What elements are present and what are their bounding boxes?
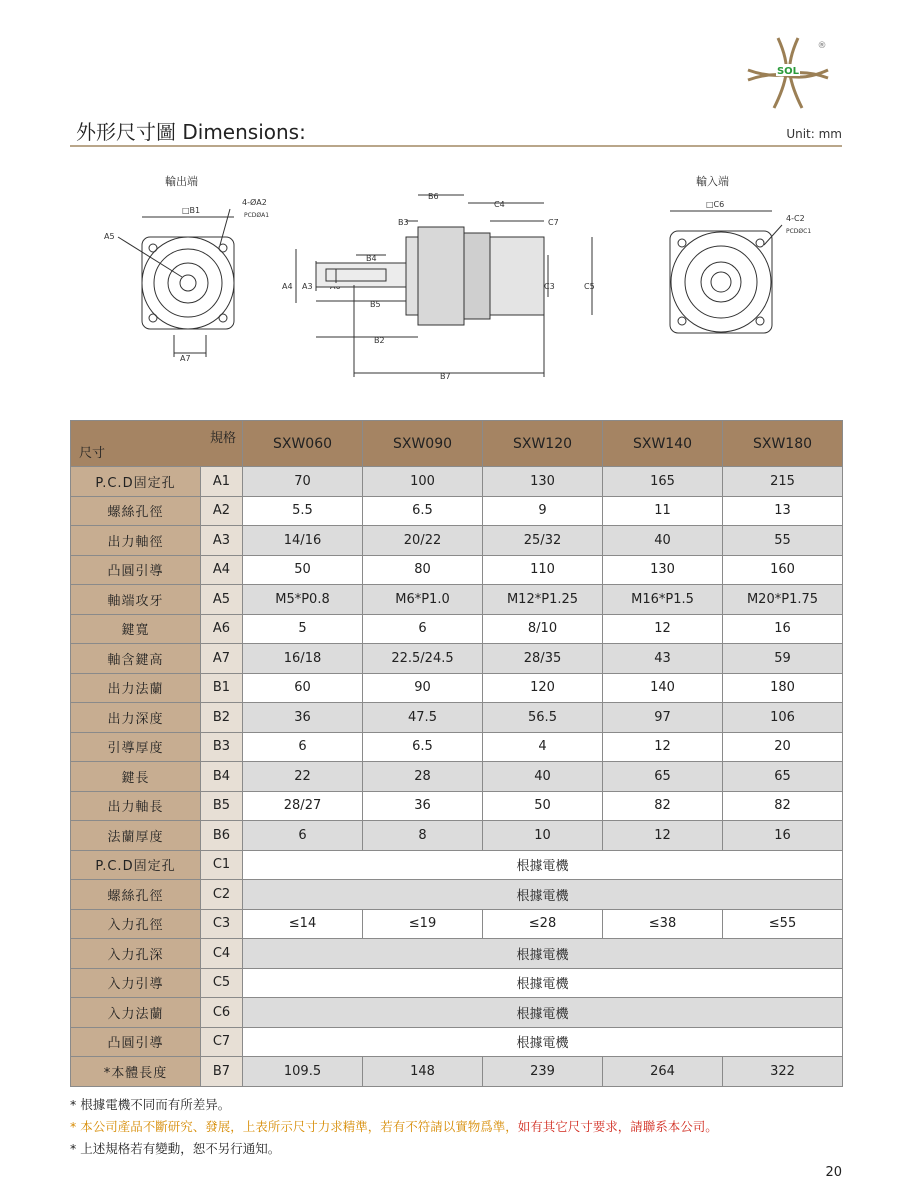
dimension-name: *本體長度 xyxy=(71,1057,201,1087)
value-cell: 50 xyxy=(243,555,363,585)
table-row xyxy=(71,644,843,674)
dimension-code: A4 xyxy=(201,555,243,585)
footnote-2-text: * 本公司產品不斷研究、發展，上表所示尺寸力求精準，若有不符請以實物爲準， xyxy=(70,1119,518,1134)
table-row xyxy=(71,732,843,762)
dimension-code: B4 xyxy=(201,762,243,792)
table-row xyxy=(71,555,843,585)
value-cell: 82 xyxy=(603,791,723,821)
value-cell: 12 xyxy=(603,821,723,851)
table-row xyxy=(71,791,843,821)
dimension-code: B6 xyxy=(201,821,243,851)
dimension-name: 螺絲孔徑 xyxy=(71,496,201,526)
footnote-1: * 根據電機不同而有所差异。 xyxy=(70,1097,231,1112)
value-cell: 14/16 xyxy=(243,526,363,556)
table-row xyxy=(71,939,843,969)
dimension-name: 入力法蘭 xyxy=(71,998,201,1028)
dimension-code: C7 xyxy=(201,1027,243,1057)
footnote-2-highlight: 如有其它尺寸要求，請聯系本公司。 xyxy=(517,1119,718,1134)
merged-value-cell: 根據電機 xyxy=(243,850,843,880)
label-c5: C5 xyxy=(584,282,595,291)
dimension-name: P.C.D固定孔 xyxy=(71,467,201,497)
model-header: SXW140 xyxy=(603,421,723,467)
value-cell: 8/10 xyxy=(483,614,603,644)
header-spec-label: 規格 xyxy=(209,431,236,446)
value-cell: 25/32 xyxy=(483,526,603,556)
value-cell: 16 xyxy=(723,821,843,851)
logo-text: SOL xyxy=(776,66,800,77)
value-cell: 264 xyxy=(603,1057,723,1087)
dimension-name: 出力軸徑 xyxy=(71,526,201,556)
dimensions-table xyxy=(70,420,843,1087)
value-cell: ≤14 xyxy=(243,909,363,939)
model-header: SXW090 xyxy=(363,421,483,467)
value-cell: 40 xyxy=(483,762,603,792)
dimension-name: 入力孔深 xyxy=(71,939,201,969)
merged-value-cell: 根據電機 xyxy=(243,998,843,1028)
output-end-label: 輸出端 xyxy=(165,175,198,188)
value-cell: 22.5/24.5 xyxy=(363,644,483,674)
value-cell: 106 xyxy=(723,703,843,733)
label-c7: C7 xyxy=(548,218,559,227)
table-row xyxy=(71,614,843,644)
value-cell: 90 xyxy=(363,673,483,703)
value-cell: 109.5 xyxy=(243,1057,363,1087)
table-row xyxy=(71,673,843,703)
value-cell: 8 xyxy=(363,821,483,851)
dimension-code: C5 xyxy=(201,968,243,998)
value-cell: 322 xyxy=(723,1057,843,1087)
value-cell: ≤28 xyxy=(483,909,603,939)
dimension-code: A1 xyxy=(201,467,243,497)
dimension-code: A2 xyxy=(201,496,243,526)
value-cell: 239 xyxy=(483,1057,603,1087)
value-cell: ≤38 xyxy=(603,909,723,939)
value-cell: 120 xyxy=(483,673,603,703)
input-end-label: 輸入端 xyxy=(696,175,729,188)
dimension-code: A3 xyxy=(201,526,243,556)
table-row xyxy=(71,998,843,1028)
unit-label: Unit: mm xyxy=(786,127,842,141)
value-cell: 6 xyxy=(363,614,483,644)
value-cell: 5.5 xyxy=(243,496,363,526)
value-cell: 60 xyxy=(243,673,363,703)
dimension-name: 引導厚度 xyxy=(71,732,201,762)
value-cell: ≤55 xyxy=(723,909,843,939)
value-cell: 6 xyxy=(243,821,363,851)
dimension-name: 入力引導 xyxy=(71,968,201,998)
value-cell: 80 xyxy=(363,555,483,585)
value-cell: 40 xyxy=(603,526,723,556)
value-cell: M16*P1.5 xyxy=(603,585,723,615)
label-c3: C3 xyxy=(544,282,555,291)
table-row xyxy=(71,762,843,792)
label-c6: □C6 xyxy=(706,200,725,209)
value-cell: 13 xyxy=(723,496,843,526)
value-cell: 28/27 xyxy=(243,791,363,821)
table-row xyxy=(71,526,843,556)
dimension-name: 螺絲孔徑 xyxy=(71,880,201,910)
table-row xyxy=(71,909,843,939)
value-cell: 5 xyxy=(243,614,363,644)
value-cell: 56.5 xyxy=(483,703,603,733)
label-b1: □B1 xyxy=(182,206,201,215)
value-cell: 6 xyxy=(243,732,363,762)
table-header xyxy=(71,421,843,467)
value-cell: M20*P1.75 xyxy=(723,585,843,615)
value-cell: 65 xyxy=(723,762,843,792)
value-cell: 9 xyxy=(483,496,603,526)
table-row xyxy=(71,467,843,497)
dimension-code: B2 xyxy=(201,703,243,733)
value-cell: 16/18 xyxy=(243,644,363,674)
dimension-code: B1 xyxy=(201,673,243,703)
value-cell: 16 xyxy=(723,614,843,644)
label-b7: B7 xyxy=(440,372,451,381)
label-b4: B4 xyxy=(366,254,377,263)
merged-value-cell: 根據電機 xyxy=(243,1027,843,1057)
dimension-name: P.C.D固定孔 xyxy=(71,850,201,880)
value-cell: 55 xyxy=(723,526,843,556)
label-pcd-a1: PCDØA1 xyxy=(244,212,270,219)
value-cell: 140 xyxy=(603,673,723,703)
label-pcd-c1: PCDØC1 xyxy=(786,228,812,235)
label-a4: A4 xyxy=(282,282,293,291)
dimension-name: 出力法蘭 xyxy=(71,673,201,703)
footnotes xyxy=(70,1094,718,1160)
merged-value-cell: 根據電機 xyxy=(243,939,843,969)
dimension-name: 法蘭厚度 xyxy=(71,821,201,851)
label-b5: B5 xyxy=(370,300,381,309)
value-cell: 11 xyxy=(603,496,723,526)
label-a2: 4-ØA2 xyxy=(242,198,267,207)
table-row xyxy=(71,585,843,615)
value-cell: 28/35 xyxy=(483,644,603,674)
dimension-code: C3 xyxy=(201,909,243,939)
brand-logo xyxy=(740,30,840,115)
value-cell: 100 xyxy=(363,467,483,497)
label-b6: B6 xyxy=(428,192,439,201)
dimension-name: 出力軸長 xyxy=(71,791,201,821)
dimension-code: C2 xyxy=(201,880,243,910)
label-c4: C4 xyxy=(494,200,505,209)
table-row xyxy=(71,1027,843,1057)
page-number: 20 xyxy=(825,1165,842,1180)
value-cell: 215 xyxy=(723,467,843,497)
dimension-name: 軸含鍵高 xyxy=(71,644,201,674)
value-cell: 20/22 xyxy=(363,526,483,556)
value-cell: 6.5 xyxy=(363,496,483,526)
label-a3: A3 xyxy=(302,282,313,291)
value-cell: 82 xyxy=(723,791,843,821)
label-a5: A5 xyxy=(104,232,115,241)
value-cell: 12 xyxy=(603,614,723,644)
output-end-view xyxy=(104,174,269,363)
value-cell: 6.5 xyxy=(363,732,483,762)
merged-value-cell: 根據電機 xyxy=(243,880,843,910)
side-view xyxy=(282,192,595,381)
dimension-code: C4 xyxy=(201,939,243,969)
dimension-code: A7 xyxy=(201,644,243,674)
dimension-name: 凸圓引導 xyxy=(71,555,201,585)
label-b2: B2 xyxy=(374,336,385,345)
table-row xyxy=(71,821,843,851)
table-row xyxy=(71,968,843,998)
label-b3: B3 xyxy=(398,218,409,227)
dimension-name: 軸端攻牙 xyxy=(71,585,201,615)
dimension-name: 凸圓引導 xyxy=(71,1027,201,1057)
footnote-3: * 上述規格若有變動，恕不另行通知。 xyxy=(70,1141,281,1156)
table-row xyxy=(71,1057,843,1087)
value-cell: 130 xyxy=(483,467,603,497)
merged-value-cell: 根據電機 xyxy=(243,968,843,998)
value-cell: 165 xyxy=(603,467,723,497)
model-header: SXW180 xyxy=(723,421,843,467)
dimension-code: B3 xyxy=(201,732,243,762)
value-cell: 36 xyxy=(243,703,363,733)
value-cell: 160 xyxy=(723,555,843,585)
dimension-code: C6 xyxy=(201,998,243,1028)
value-cell: 20 xyxy=(723,732,843,762)
table-row xyxy=(71,703,843,733)
value-cell: 50 xyxy=(483,791,603,821)
table-row xyxy=(71,850,843,880)
model-header: SXW120 xyxy=(483,421,603,467)
value-cell: 12 xyxy=(603,732,723,762)
input-end-view xyxy=(670,174,811,333)
model-header: SXW060 xyxy=(243,421,363,467)
value-cell: 36 xyxy=(363,791,483,821)
value-cell: 97 xyxy=(603,703,723,733)
dimension-code: A6 xyxy=(201,614,243,644)
value-cell: 47.5 xyxy=(363,703,483,733)
value-cell: M6*P1.0 xyxy=(363,585,483,615)
table-body xyxy=(71,467,843,1087)
value-cell: 59 xyxy=(723,644,843,674)
dimension-code: B7 xyxy=(201,1057,243,1087)
value-cell: 180 xyxy=(723,673,843,703)
label-a7: A7 xyxy=(180,354,191,363)
title-divider xyxy=(70,145,842,147)
dimension-name: 鍵長 xyxy=(71,762,201,792)
value-cell: ≤19 xyxy=(363,909,483,939)
table-row xyxy=(71,496,843,526)
dimension-name: 入力孔徑 xyxy=(71,909,201,939)
dimension-code: B5 xyxy=(201,791,243,821)
value-cell: M5*P0.8 xyxy=(243,585,363,615)
value-cell: 110 xyxy=(483,555,603,585)
header-dimension-label: 尺寸 xyxy=(79,446,106,461)
value-cell: 10 xyxy=(483,821,603,851)
table-row xyxy=(71,880,843,910)
value-cell: M12*P1.25 xyxy=(483,585,603,615)
value-cell: 4 xyxy=(483,732,603,762)
page-title: 外形尺寸圖 Dimensions: xyxy=(76,120,306,144)
header-corner xyxy=(71,421,243,467)
value-cell: 22 xyxy=(243,762,363,792)
value-cell: 43 xyxy=(603,644,723,674)
dimension-code: A5 xyxy=(201,585,243,615)
value-cell: 130 xyxy=(603,555,723,585)
value-cell: 65 xyxy=(603,762,723,792)
dimension-name: 鍵寬 xyxy=(71,614,201,644)
dimension-code: C1 xyxy=(201,850,243,880)
registered-mark: ® xyxy=(817,41,827,51)
footnote-2 xyxy=(70,1116,718,1138)
value-cell: 148 xyxy=(363,1057,483,1087)
label-c2: 4-C2 xyxy=(786,214,805,223)
value-cell: 28 xyxy=(363,762,483,792)
dimension-name: 出力深度 xyxy=(71,703,201,733)
dimension-drawings xyxy=(70,165,842,405)
value-cell: 70 xyxy=(243,467,363,497)
